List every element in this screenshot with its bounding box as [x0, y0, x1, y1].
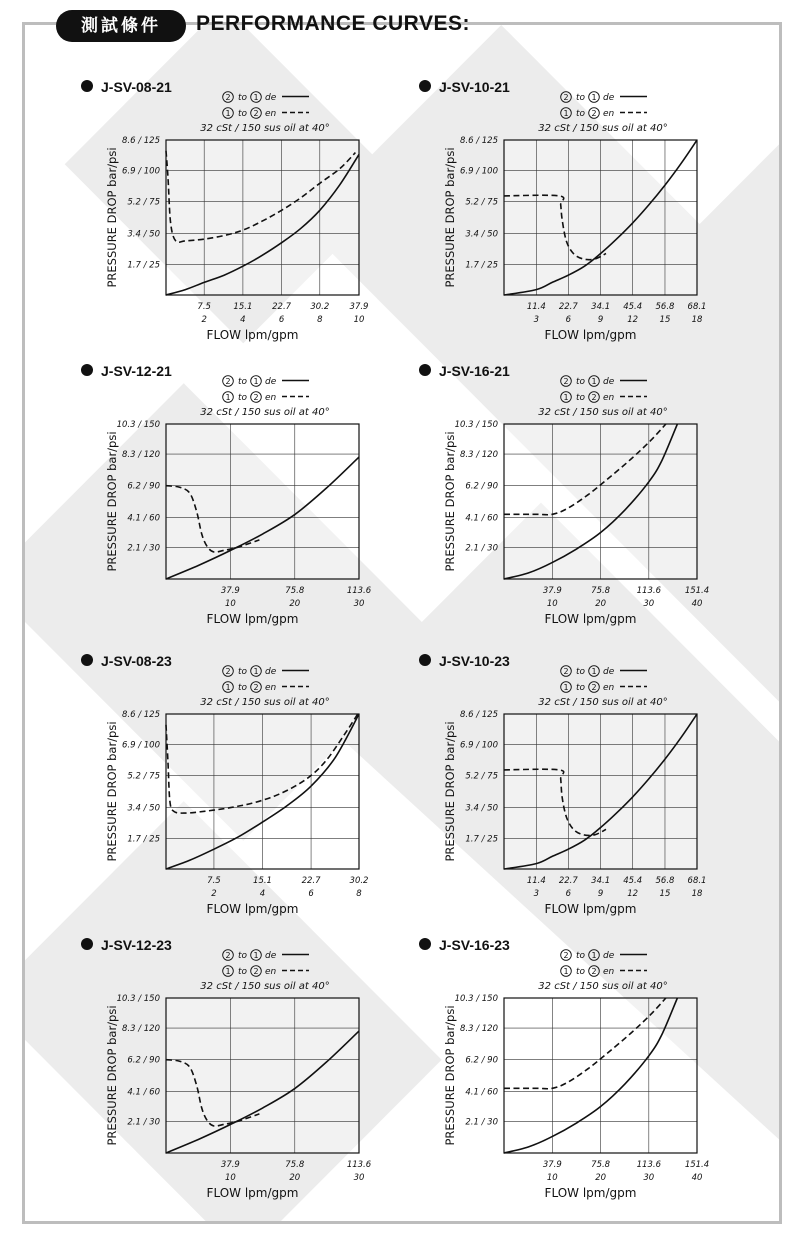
chart-j-sv-12-21	[80, 362, 380, 636]
page-title: PERFORMANCE CURVES:	[196, 12, 470, 35]
y-tick-label: 4.1 / 60	[127, 513, 160, 524]
x-tick-label-lpm: 75.8	[591, 586, 611, 596]
chart-j-sv-08-23	[80, 652, 380, 926]
legend-condition: 32 cSt / 150 sus oil at 40°	[200, 981, 330, 992]
x-tick-label-gpm: 8	[317, 315, 323, 325]
circled-number-label: 1	[225, 683, 231, 692]
y-tick-label: 6.9 / 100	[459, 740, 498, 751]
x-tick-label-lpm: 75.8	[591, 1160, 611, 1170]
y-axis-label: PRESSURE DROP bar/psi	[105, 1005, 119, 1146]
x-tick-label-gpm: 40	[691, 599, 703, 609]
y-tick-label: 6.9 / 100	[121, 166, 160, 177]
chart-svg	[418, 78, 718, 348]
legend-to-label: to	[576, 93, 586, 103]
x-tick-label-lpm: 7.5	[197, 302, 211, 312]
x-tick-label-gpm: 12	[627, 889, 639, 899]
x-tick-label-gpm: 4	[259, 889, 266, 899]
x-axis-label: FLOW lpm/gpm	[206, 328, 299, 342]
chart-title: J-SV-08-23	[101, 653, 172, 669]
y-axis-label: PRESSURE DROP bar/psi	[443, 147, 457, 288]
x-tick-label-lpm: 37.9	[542, 586, 562, 596]
circled-number-label: 2	[225, 951, 231, 960]
y-tick-label: 8.3 / 120	[121, 450, 160, 461]
x-tick-label-gpm: 15	[659, 315, 671, 325]
chart-j-sv-08-21	[80, 78, 380, 352]
x-tick-label-gpm: 8	[356, 889, 362, 899]
x-tick-label-lpm: 34.1	[591, 302, 611, 312]
circled-number-label: 2	[563, 377, 569, 386]
chart-j-sv-16-23	[418, 936, 718, 1210]
chart-title: J-SV-10-23	[439, 653, 510, 669]
legend-to-label: to	[576, 393, 586, 403]
legend-de-label: de	[603, 377, 615, 387]
x-tick-label-gpm: 10	[224, 599, 236, 609]
legend-condition: 32 cSt / 150 sus oil at 40°	[200, 123, 330, 134]
x-tick-label-lpm: 56.8	[655, 876, 675, 886]
x-axis-label: FLOW lpm/gpm	[544, 902, 637, 916]
legend-to-label: to	[238, 377, 248, 387]
x-tick-label-gpm: 20	[289, 1173, 301, 1183]
y-axis-label: PRESSURE DROP bar/psi	[105, 147, 119, 288]
x-tick-label-gpm: 20	[595, 599, 607, 609]
circled-number-label: 2	[591, 393, 597, 402]
circled-number-label: 1	[225, 393, 231, 402]
circled-number-label: 1	[591, 667, 597, 676]
x-tick-label-lpm: 11.4	[526, 876, 546, 886]
circled-number-label: 1	[225, 109, 231, 118]
chart-title: J-SV-10-21	[439, 79, 510, 95]
x-tick-label-gpm: 6	[565, 889, 572, 899]
x-axis-label: FLOW lpm/gpm	[206, 612, 299, 626]
x-tick-label-lpm: 113.6	[346, 1160, 372, 1170]
y-tick-label: 6.2 / 90	[465, 481, 498, 492]
x-tick-label-gpm: 10	[224, 1173, 236, 1183]
x-tick-label-lpm: 151.4	[684, 586, 710, 596]
bullet-icon	[81, 654, 93, 666]
legend-to-label: to	[238, 667, 248, 677]
circled-number-label: 1	[225, 967, 231, 976]
legend-condition: 32 cSt / 150 sus oil at 40°	[538, 697, 668, 708]
chart-svg	[418, 936, 718, 1206]
y-tick-label: 8.6 / 125	[459, 710, 498, 720]
legend-en-label: en	[265, 393, 277, 403]
y-tick-label: 3.4 / 50	[465, 229, 498, 240]
chart-title: J-SV-08-21	[101, 79, 172, 95]
x-tick-label-lpm: 11.4	[526, 302, 546, 312]
y-tick-label: 8.3 / 120	[459, 1024, 498, 1035]
legend-en-label: en	[265, 683, 277, 693]
x-tick-label-lpm: 15.1	[253, 876, 272, 886]
x-tick-label-gpm: 40	[691, 1173, 703, 1183]
x-tick-label-lpm: 22.7	[301, 876, 321, 886]
legend-de-label: de	[265, 93, 277, 103]
x-axis-label: FLOW lpm/gpm	[544, 612, 637, 626]
bullet-icon	[81, 364, 93, 376]
y-tick-label: 5.2 / 75	[127, 197, 160, 208]
legend-de-label: de	[265, 667, 277, 677]
x-tick-label-lpm: 37.9	[542, 1160, 562, 1170]
x-axis-label: FLOW lpm/gpm	[544, 1186, 637, 1200]
x-tick-label-gpm: 9	[597, 889, 604, 899]
y-tick-label: 1.7 / 25	[127, 260, 160, 271]
chart-title: J-SV-16-23	[439, 937, 510, 953]
legend-condition: 32 cSt / 150 sus oil at 40°	[200, 697, 330, 708]
y-tick-label: 10.3 / 150	[454, 994, 498, 1004]
y-axis-label: PRESSURE DROP bar/psi	[105, 431, 119, 572]
circled-number-label: 2	[563, 951, 569, 960]
bullet-icon	[419, 654, 431, 666]
y-tick-label: 1.7 / 25	[465, 260, 498, 271]
bullet-icon	[419, 364, 431, 376]
y-tick-label: 6.2 / 90	[465, 1055, 498, 1066]
y-tick-label: 2.1 / 30	[465, 1117, 498, 1128]
legend-to-label: to	[238, 93, 248, 103]
y-tick-label: 2.1 / 30	[127, 543, 160, 554]
y-tick-label: 6.2 / 90	[127, 1055, 160, 1066]
circled-number-label: 2	[253, 967, 259, 976]
x-tick-label-lpm: 45.4	[623, 876, 643, 886]
chart-svg	[418, 362, 718, 632]
x-tick-label-lpm: 75.8	[285, 586, 305, 596]
legend-to-label: to	[576, 683, 586, 693]
legend-to-label: to	[238, 967, 248, 977]
legend-de-label: de	[265, 377, 277, 387]
x-tick-label-gpm: 18	[691, 889, 703, 899]
circled-number-label: 1	[253, 93, 259, 102]
y-tick-label: 8.3 / 120	[459, 450, 498, 461]
circled-number-label: 2	[253, 683, 259, 692]
circled-number-label: 2	[591, 109, 597, 118]
y-tick-label: 4.1 / 60	[465, 513, 498, 524]
y-tick-label: 3.4 / 50	[127, 803, 160, 814]
legend-en-label: en	[603, 967, 615, 977]
legend-to-label: to	[576, 109, 586, 119]
circled-number-label: 2	[591, 683, 597, 692]
x-tick-label-gpm: 2	[211, 889, 217, 899]
legend-de-label: de	[603, 951, 615, 961]
chart-j-sv-12-23	[80, 936, 380, 1210]
header-badge: 測試條件	[56, 10, 186, 42]
legend-de-label: de	[603, 93, 615, 103]
y-tick-label: 10.3 / 150	[454, 420, 498, 430]
x-tick-label-gpm: 10	[546, 599, 558, 609]
circled-number-label: 1	[563, 109, 569, 118]
chart-svg	[80, 652, 380, 922]
y-tick-label: 4.1 / 60	[127, 1087, 160, 1098]
plot-area	[166, 140, 359, 295]
x-tick-label-gpm: 20	[289, 599, 301, 609]
circled-number-label: 1	[591, 93, 597, 102]
legend-to-label: to	[238, 393, 248, 403]
x-tick-label-gpm: 12	[627, 315, 639, 325]
x-tick-label-gpm: 30	[643, 1173, 655, 1183]
bullet-icon	[419, 80, 431, 92]
circled-number-label: 1	[563, 683, 569, 692]
x-axis-label: FLOW lpm/gpm	[206, 902, 299, 916]
x-tick-label-gpm: 10	[353, 315, 365, 325]
chart-svg	[80, 362, 380, 632]
y-tick-label: 8.6 / 125	[121, 136, 160, 146]
x-tick-label-gpm: 6	[308, 889, 314, 899]
y-tick-label: 5.2 / 75	[465, 197, 498, 208]
legend-condition: 32 cSt / 150 sus oil at 40°	[538, 123, 668, 134]
circled-number-label: 2	[563, 93, 569, 102]
x-tick-label-lpm: 56.8	[655, 302, 675, 312]
y-tick-label: 8.6 / 125	[459, 136, 498, 146]
y-tick-label: 2.1 / 30	[127, 1117, 160, 1128]
x-tick-label-lpm: 22.7	[272, 302, 292, 312]
circled-number-label: 1	[591, 377, 597, 386]
chart-j-sv-10-23	[418, 652, 718, 926]
legend-condition: 32 cSt / 150 sus oil at 40°	[200, 407, 330, 418]
chart-j-sv-10-21	[418, 78, 718, 352]
x-tick-label-lpm: 113.6	[346, 586, 372, 596]
legend-en-label: en	[265, 109, 277, 119]
plot-area	[166, 424, 359, 579]
y-tick-label: 3.4 / 50	[127, 229, 160, 240]
circled-number-label: 2	[253, 393, 259, 402]
x-tick-label-lpm: 34.1	[591, 876, 611, 886]
circled-number-label: 2	[563, 667, 569, 676]
legend-condition: 32 cSt / 150 sus oil at 40°	[538, 407, 668, 418]
x-tick-label-gpm: 9	[597, 315, 604, 325]
circled-number-label: 1	[563, 967, 569, 976]
x-tick-label-lpm: 15.1	[233, 302, 253, 312]
chart-title: J-SV-16-21	[439, 363, 510, 379]
x-tick-label-gpm: 30	[353, 1173, 365, 1183]
circled-number-label: 2	[253, 109, 259, 118]
chart-svg	[80, 78, 380, 348]
y-axis-label: PRESSURE DROP bar/psi	[443, 721, 457, 862]
legend-to-label: to	[576, 967, 586, 977]
x-tick-label-gpm: 3	[533, 315, 540, 325]
x-tick-label-lpm: 113.6	[636, 586, 661, 596]
legend-de-label: de	[265, 951, 277, 961]
y-tick-label: 3.4 / 50	[465, 803, 498, 814]
legend-de-label: de	[603, 667, 615, 677]
chart-svg	[418, 652, 718, 922]
x-tick-label-lpm: 68.1	[687, 302, 707, 312]
circled-number-label: 2	[591, 967, 597, 976]
circled-number-label: 1	[253, 377, 259, 386]
x-tick-label-lpm: 30.2	[310, 302, 330, 312]
y-tick-label: 1.7 / 25	[465, 834, 498, 845]
y-axis-label: PRESSURE DROP bar/psi	[105, 721, 119, 862]
chart-svg	[80, 936, 380, 1206]
y-tick-label: 6.9 / 100	[121, 740, 160, 751]
chart-j-sv-16-21	[418, 362, 718, 636]
circled-number-label: 2	[225, 377, 231, 386]
legend-to-label: to	[238, 951, 248, 961]
x-tick-label-lpm: 151.4	[684, 1160, 710, 1170]
y-tick-label: 5.2 / 75	[127, 771, 160, 782]
x-axis-label: FLOW lpm/gpm	[206, 1186, 299, 1200]
chart-title: J-SV-12-21	[101, 363, 172, 379]
x-tick-label-gpm: 30	[353, 599, 365, 609]
y-tick-label: 6.2 / 90	[127, 481, 160, 492]
y-axis-label: PRESSURE DROP bar/psi	[443, 431, 457, 572]
y-tick-label: 2.1 / 30	[465, 543, 498, 554]
chart-title: J-SV-12-23	[101, 937, 172, 953]
y-axis-label: PRESSURE DROP bar/psi	[443, 1005, 457, 1146]
bullet-icon	[419, 938, 431, 950]
x-tick-label-lpm: 30.2	[349, 876, 369, 886]
bullet-icon	[81, 80, 93, 92]
x-tick-label-lpm: 37.9	[349, 302, 369, 312]
x-tick-label-lpm: 113.6	[636, 1160, 661, 1170]
legend-en-label: en	[603, 109, 615, 119]
y-tick-label: 10.3 / 150	[116, 420, 160, 430]
legend-to-label: to	[576, 951, 586, 961]
x-tick-label-gpm: 2	[201, 315, 207, 325]
x-tick-label-lpm: 7.5	[207, 876, 221, 886]
legend-to-label: to	[238, 683, 248, 693]
x-tick-label-gpm: 6	[565, 315, 572, 325]
y-tick-label: 10.3 / 150	[116, 994, 160, 1004]
plot-area	[166, 998, 359, 1153]
x-tick-label-lpm: 22.7	[558, 876, 578, 886]
x-tick-label-gpm: 18	[691, 315, 703, 325]
x-tick-label-lpm: 37.9	[220, 586, 240, 596]
x-tick-label-gpm: 10	[546, 1173, 558, 1183]
circled-number-label: 1	[591, 951, 597, 960]
y-tick-label: 8.6 / 125	[121, 710, 160, 720]
legend-to-label: to	[576, 667, 586, 677]
legend-en-label: en	[603, 683, 615, 693]
x-tick-label-lpm: 45.4	[623, 302, 643, 312]
x-tick-label-gpm: 20	[595, 1173, 607, 1183]
y-tick-label: 1.7 / 25	[127, 834, 160, 845]
x-tick-label-gpm: 4	[240, 315, 246, 325]
y-tick-label: 6.9 / 100	[459, 166, 498, 177]
x-tick-label-lpm: 75.8	[285, 1160, 305, 1170]
legend-en-label: en	[265, 967, 277, 977]
circled-number-label: 2	[225, 667, 231, 676]
x-tick-label-gpm: 15	[659, 889, 671, 899]
x-tick-label-gpm: 30	[643, 599, 655, 609]
legend-condition: 32 cSt / 150 sus oil at 40°	[538, 981, 668, 992]
y-tick-label: 4.1 / 60	[465, 1087, 498, 1098]
legend-to-label: to	[576, 377, 586, 387]
x-tick-label-gpm: 3	[533, 889, 540, 899]
y-tick-label: 8.3 / 120	[121, 1024, 160, 1035]
legend-en-label: en	[603, 393, 615, 403]
x-tick-label-lpm: 37.9	[220, 1160, 240, 1170]
x-axis-label: FLOW lpm/gpm	[544, 328, 637, 342]
circled-number-label: 1	[253, 951, 259, 960]
x-tick-label-lpm: 68.1	[687, 876, 707, 886]
legend-to-label: to	[238, 109, 248, 119]
circled-number-label: 1	[253, 667, 259, 676]
x-tick-label-gpm: 6	[278, 315, 285, 325]
circled-number-label: 2	[225, 93, 231, 102]
circled-number-label: 1	[563, 393, 569, 402]
x-tick-label-lpm: 22.7	[558, 302, 578, 312]
y-tick-label: 5.2 / 75	[465, 771, 498, 782]
bullet-icon	[81, 938, 93, 950]
